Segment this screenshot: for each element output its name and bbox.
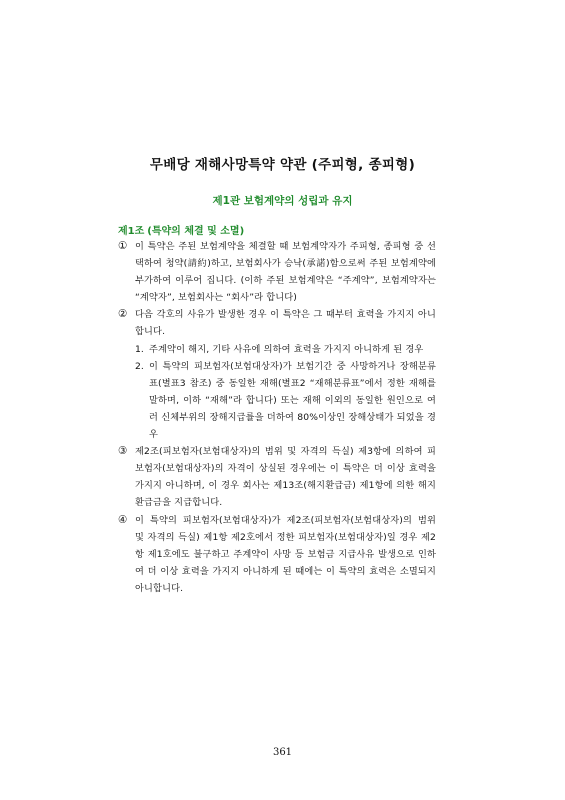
item-marker: 1. [135, 343, 144, 355]
paragraph-text: 제2조(피보험자(보험대상자)의 범위 및 자격의 득실) 제3항에 의하여 피보험자(보험대상자)의 자격이 상실된 경우에는 이 특약은 더 이상 효력을 가지지 아니하며, 이 경우 회사는 제13조(해지환급금) 제1항에 의한 해지환급금을 지급합니다. [135, 446, 436, 509]
page-number: 361 [272, 747, 293, 758]
paragraph-marker: ④ [118, 513, 128, 526]
paragraph-text: 이 특약의 피보험자(보험대상자)가 제2조(피보험자(보험대상자)의 범위 및 자격의 득실) 제1항 제2호에서 정한 피보험자(보험대상자)일 경우 제2항 제1호에도 불구하고 주계약이 사망 등 보험금 지급사유 발생으로 인하여 더 이상 효력을 가지지 아니하게 된 때에는 이 특약의 효력은 소멸되지 아니합니다. [135, 514, 436, 594]
article-body [118, 238, 436, 597]
article-title: (특약의 체결 및 소멸) [147, 226, 245, 237]
paragraph-marker: ① [118, 240, 128, 252]
item-text: 주계약이 해지, 기타 사유에 의하여 효력을 가지지 아니하게 된 경우 [149, 343, 424, 355]
article-number: 제1조 [118, 226, 145, 237]
list-item [135, 341, 436, 358]
item-marker: 2. [135, 360, 144, 372]
paragraph-marker: ③ [118, 445, 128, 458]
document-title: 무배당 재해사망특약 약관 (주피형, 종피형) [149, 157, 416, 173]
item-text: 이 특약의 피보험자(보험대상자)가 보험기간 중 사망하거나 장해분류표(별표3 참조) 중 동일한 재해(별표2 “재해분류표”에서 정한 재해를 말하며, 이하 “재해”라 합니다) 또는 재해 이외의 동일한 원인으로 여러 신체부위의 장해지급률을 더하여 80%이상인 장해상태가 되었을 경우 [149, 360, 436, 441]
paragraph-3 [118, 443, 436, 511]
paragraph-marker: ② [118, 308, 128, 321]
paragraph-text: 다음 각호의 사유가 발생한 경우 이 특약은 그 때부터 효력을 가지지 아니합니다. [135, 309, 436, 338]
paragraph-2 [118, 306, 436, 340]
paragraph-text: 이 특약은 주된 보험계약을 체결할 때 보험계약자가 주피형, 종피형 중 선택하여 청약(請約)하고, 보험회사가 승낙(承諾)함으로써 주된 보험계약에 부가하여 이루어 집니다. (이하 주된 보험계약은 “주계약”, 보험계약자는 “계약자”, 보험회사는 “회사”라 합니다) [135, 241, 436, 304]
list-item [135, 358, 436, 443]
paragraph-4 [118, 512, 436, 597]
chapter-heading: 제1관 보험계약의 성립과 유지 [212, 195, 353, 207]
article-heading [118, 222, 244, 237]
paragraph-1 [118, 238, 436, 306]
